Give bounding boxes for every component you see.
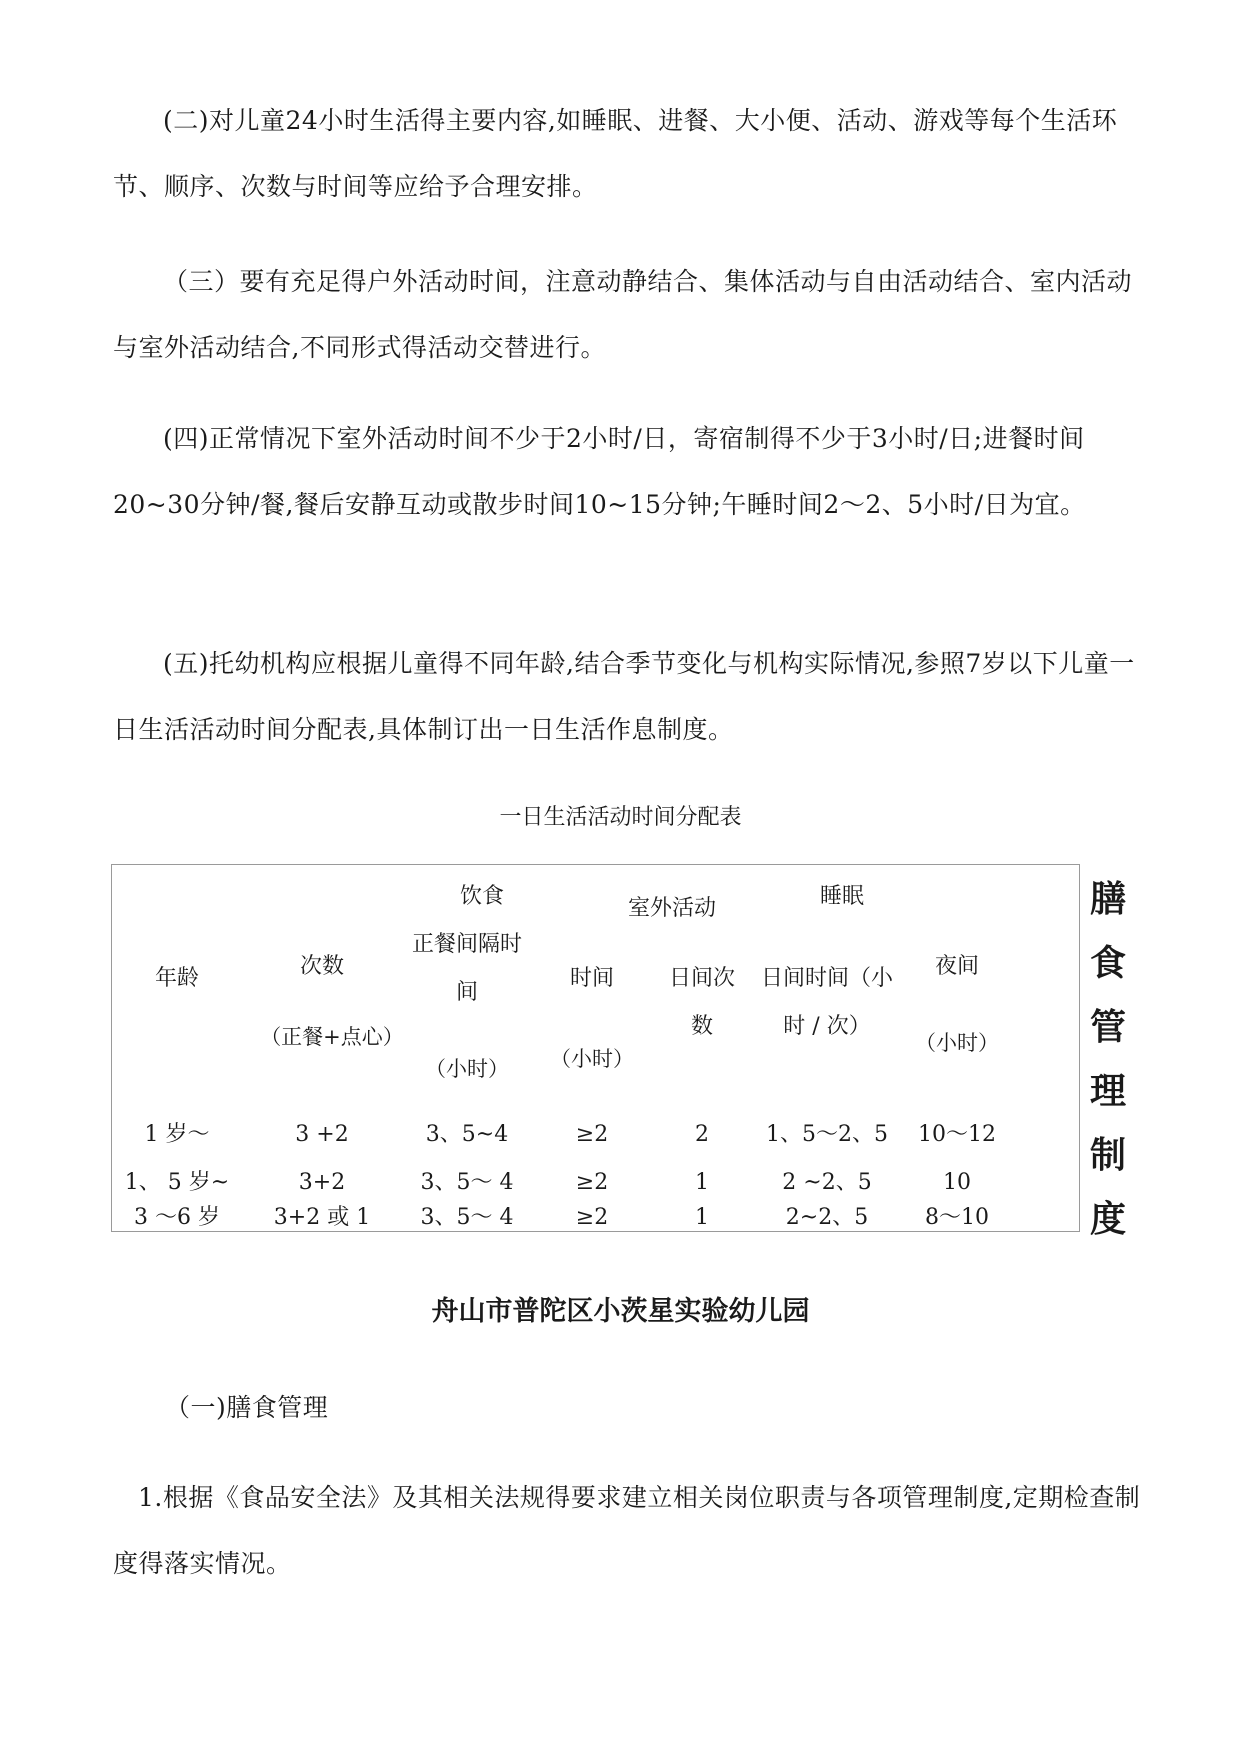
header-day-count-line1: 日间次: [668, 966, 735, 991]
paragraph-item-1: 1.根据《食品安全法》及其相关法规得要求建立相关岗位职责与各项管理制度,定期检查制度得落实情况。: [113, 1483, 1141, 1578]
group-header-sleep: 睡眠: [819, 884, 864, 909]
header-day-time-line2: 时 / 次）: [783, 1014, 871, 1039]
table-row-2-day-time: 2 ~2、5: [782, 1170, 872, 1195]
header-day-count-line2: 数: [690, 1014, 713, 1039]
header-interval-unit: （小时）: [425, 1057, 509, 1081]
side-title-char: 膳: [1089, 879, 1126, 920]
table-row-3-day-count: 1: [695, 1205, 709, 1230]
table-row-3-outdoor: ≥2: [575, 1205, 609, 1230]
paragraph-daily-schedule: (二)对儿童24小时生活得主要内容,如睡眠、进餐、大小便、活动、游戏等每个生活环节、顺序、次数与时间等应给予合理安排。: [113, 106, 1118, 201]
header-day-time-line1: 日间时间（小: [760, 966, 893, 991]
header-outdoor-time: 时间: [569, 966, 614, 991]
table-row-1-times: 3 +2: [295, 1122, 349, 1147]
table-row-2-times: 3+2: [298, 1170, 346, 1195]
table-row-2-day-count: 1: [695, 1170, 709, 1195]
time-allocation-table: [111, 864, 1080, 1232]
table-row-3-times: 3+2 或 1: [273, 1205, 371, 1230]
header-interval-line1: 正餐间隔时: [411, 932, 522, 957]
group-header-outdoor: 室外活动: [627, 896, 716, 921]
table-row-1-age: 1 岁～: [144, 1122, 210, 1147]
side-title-vertical: [1082, 868, 1134, 1252]
table-row-1-day-count: 2: [695, 1122, 709, 1147]
header-night: 夜间: [934, 954, 979, 979]
side-title-char: 理: [1089, 1071, 1126, 1112]
table-row-2-night: 10: [943, 1170, 971, 1195]
side-title-char: 管: [1089, 1007, 1126, 1048]
table-row-2-age: 1、 5 岁~: [124, 1170, 230, 1195]
group-header-diet: 饮食: [459, 884, 504, 909]
section-heading-diet-management: （一)膳食管理: [165, 1393, 329, 1422]
header-age: 年龄: [154, 966, 199, 991]
side-title-char: 度: [1089, 1199, 1126, 1240]
header-night-unit: （小时）: [915, 1031, 999, 1055]
institution-name: 舟山市普陀区小茨星实验幼儿园: [431, 1296, 810, 1327]
paragraph-schedule-formulation: (五)托幼机构应根据儿童得不同年龄,结合季节变化与机构实际情况,参照7岁以下儿童一日生活活动时间分配表,具体制订出一日生活作息制度。: [113, 649, 1135, 744]
table-row-2-outdoor: ≥2: [575, 1170, 609, 1195]
table-row-1-day-time: 1、5～2、5: [766, 1122, 888, 1147]
side-title-char: 食: [1089, 943, 1126, 984]
table-row-3-night: 8～10: [925, 1205, 989, 1230]
table-caption: 一日生活活动时间分配表: [499, 805, 742, 830]
table-row-1-interval: 3、5~4: [425, 1122, 509, 1147]
table-row-3-age: 3 ～6 岁: [134, 1205, 220, 1230]
table-row-2-interval: 3、5～ 4: [420, 1170, 514, 1195]
header-interval-line2: 间: [455, 980, 478, 1005]
paragraph-outdoor-activity: （三）要有充足得户外活动时间，注意动静结合、集体活动与自由活动结合、室内活动与室外活动结合,不同形式得活动交替进行。: [113, 267, 1133, 362]
header-times: 次数: [299, 954, 344, 979]
header-times-unit: （正餐+点心）: [260, 1025, 404, 1049]
table-row-3-day-time: 2~2、5: [785, 1205, 869, 1230]
table-row-3-interval: 3、5～ 4: [420, 1205, 514, 1230]
side-title-char: 制: [1089, 1135, 1126, 1176]
header-outdoor-unit: （小时）: [550, 1047, 634, 1071]
table-row-1-night: 10～12: [918, 1122, 996, 1147]
table-row-1-outdoor: ≥2: [575, 1122, 609, 1147]
paragraph-time-standards: (四)正常情况下室外活动时间不少于2小时/日，寄宿制得不少于3小时/日;进餐时间20~30分钟/餐,餐后安静互动或散步时间10~15分钟;午睡时间2～2、5小时/日为宜。: [113, 424, 1086, 519]
